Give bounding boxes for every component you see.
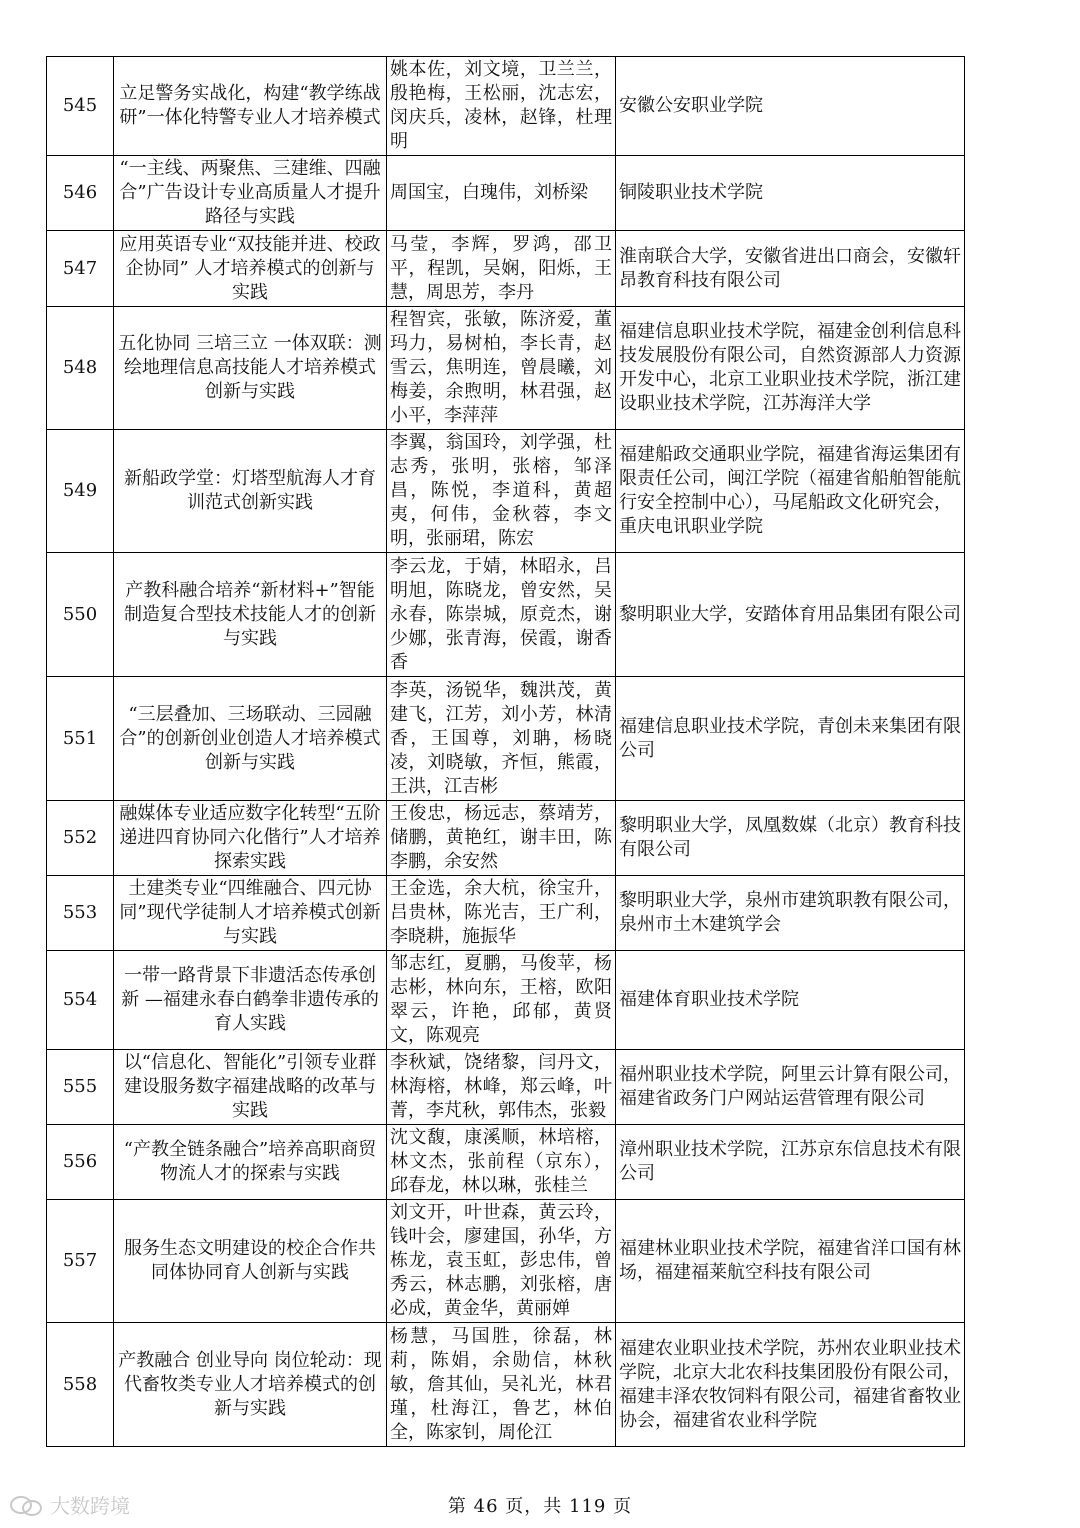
project-title: 应用英语专业“双技能并进、校政企协同” 人才培养模式的创新与实践 xyxy=(114,231,387,307)
row-number: 558 xyxy=(47,1323,114,1447)
watermark-text: 大数跨境 xyxy=(50,1494,130,1518)
team-members: 姚本佐，刘文境，卫兰兰，殷艳梅，王松丽，沈志宏，闵庆兵，凌林，赵锋，杜理明 xyxy=(387,57,616,156)
row-number: 555 xyxy=(47,1050,114,1125)
table-row xyxy=(47,1200,965,1323)
table-row xyxy=(47,1050,965,1125)
row-number: 548 xyxy=(47,307,114,430)
row-number: 553 xyxy=(47,876,114,951)
chat-bubbles-icon xyxy=(10,1494,44,1516)
institutions: 福建信息职业技术学院，福建金创利信息科技发展股份有限公司，自然资源部人力资源开发中心，北京工业职业技术学院，浙江建设职业技术学院，江苏海洋大学 xyxy=(616,307,965,430)
team-members: 邹志红，夏鹏，马俊苹，杨志彬，林向东，王榕，欧阳翠云，许艳，邱郁，黄贤文，陈观亮 xyxy=(387,951,616,1050)
institutions: 黎明职业大学，泉州市建筑职教有限公司，泉州市土木建筑学会 xyxy=(616,876,965,951)
project-title: 产教科融合培养“新材料+”智能制造复合型技术技能人才的创新与实践 xyxy=(114,553,387,677)
team-members: 李英，汤锐华，魏洪茂，黄建飞，江芳，刘小芳，林清香，王国尊，刘聃，杨晓凌，刘晓敏，齐恒，熊霞，王洪，江吉彬 xyxy=(387,677,616,801)
institutions: 安徽公安职业学院 xyxy=(616,57,965,156)
table-row xyxy=(47,307,965,430)
institutions: 福建体育职业技术学院 xyxy=(616,951,965,1050)
project-title: “三层叠加、三场联动、三园融合”的创新创业创造人才培养模式创新与实践 xyxy=(114,677,387,801)
team-members: 杨慧，马国胜，徐磊，林莉，陈娟，余勋信，林秋敏，詹其仙，吴礼光，林君瑾，杜海江，鲁艺，林伯全，陈家钊，周伦江 xyxy=(387,1323,616,1447)
table-row xyxy=(47,156,965,231)
team-members: 王金选，余大杭，徐宝升，吕贵林，陈光吉，王广利，李晓耕，施振华 xyxy=(387,876,616,951)
institutions: 福建船政交通职业学院，福建省海运集团有限责任公司，闽江学院（福建省船舶智能航行安全控制中心），马尾船政文化研究会，重庆电讯职业学院 xyxy=(616,430,965,553)
institutions: 黎明职业大学，凤凰数媒（北京）教育科技有限公司 xyxy=(616,801,965,876)
table-row xyxy=(47,1323,965,1447)
team-members: 沈文馥，康溪顺，林培榕，林文杰，张前程（京东），邱春龙，林以琳，张桂兰 xyxy=(387,1125,616,1200)
achievement-table xyxy=(46,56,965,1447)
institutions: 福建农业职业技术学院，苏州农业职业技术学院，北京大北农科技集团股份有限公司，福建丰泽农牧饲料有限公司，福建省畜牧业协会，福建省农业科学院 xyxy=(616,1323,965,1447)
institutions: 铜陵职业技术学院 xyxy=(616,156,965,231)
row-number: 551 xyxy=(47,677,114,801)
institutions: 福建林业职业技术学院，福建省洋口国有林场，福建福莱航空科技有限公司 xyxy=(616,1200,965,1323)
institutions: 福州职业技术学院，阿里云计算有限公司，福建省政务门户网站运营管理有限公司 xyxy=(616,1050,965,1125)
team-members: 李云龙，于婧，林昭永，吕明旭，陈晓龙，曾安然，吴永春，陈崇城，原竞杰，谢少娜，张青海，侯霞，谢香香 xyxy=(387,553,616,677)
team-members: 周国宝，白瑰伟，刘桥梁 xyxy=(387,156,616,231)
table-row xyxy=(47,553,965,677)
table-row xyxy=(47,1125,965,1200)
row-number: 554 xyxy=(47,951,114,1050)
row-number: 549 xyxy=(47,430,114,553)
table-row xyxy=(47,231,965,307)
table-row xyxy=(47,876,965,951)
institutions: 福建信息职业技术学院，青创未来集团有限公司 xyxy=(616,677,965,801)
project-title: “一主线、两聚焦、三建维、四融合”广告设计专业高质量人才提升路径与实践 xyxy=(114,156,387,231)
project-title: 土建类专业“四维融合、四元协同”现代学徒制人才培养模式创新与实践 xyxy=(114,876,387,951)
table-row xyxy=(47,430,965,553)
institutions: 黎明职业大学，安踏体育用品集团有限公司 xyxy=(616,553,965,677)
page-number: 第 46 页，共 119 页 xyxy=(447,1496,633,1517)
project-title: 新船政学堂：灯塔型航海人才育训范式创新实践 xyxy=(114,430,387,553)
team-members: 程智宾，张敏，陈济爱，董玛力，易树柏，李长青，赵雪云，焦明连，曾晨曦，刘梅姜，余煦明，林君强，赵小平，李萍萍 xyxy=(387,307,616,430)
row-number: 556 xyxy=(47,1125,114,1200)
team-members: 李秋斌，饶绪黎，闫丹文，林海榕，林峰，郑云峰，叶菁，李芃秋，郭伟杰，张毅 xyxy=(387,1050,616,1125)
project-title: 产教融合 创业导向 岗位轮动：现代畜牧类专业人才培养模式的创新与实践 xyxy=(114,1323,387,1447)
team-members: 马莹，李辉，罗鸿，邵卫平，程凯，吴娴，阳烁，王慧，周思芳，李丹 xyxy=(387,231,616,307)
project-title: 一带一路背景下非遗活态传承创新 —福建永春白鹤拳非遗传承的育人实践 xyxy=(114,951,387,1050)
project-title: 以“信息化、智能化”引领专业群建设服务数字福建战略的改革与实践 xyxy=(114,1050,387,1125)
institutions: 漳州职业技术学院，江苏京东信息技术有限公司 xyxy=(616,1125,965,1200)
team-members: 刘文开，叶世森，黄云玲，钱叶会，廖建国，孙华，方栋龙，袁玉虹，彭忠伟，曾秀云，林志鹏，刘张榕，唐必成，黄金华，黄丽婵 xyxy=(387,1200,616,1323)
table-row xyxy=(47,677,965,801)
project-title: 服务生态文明建设的校企合作共同体协同育人创新与实践 xyxy=(114,1200,387,1323)
table-row xyxy=(47,801,965,876)
row-number: 547 xyxy=(47,231,114,307)
row-number: 546 xyxy=(47,156,114,231)
row-number: 550 xyxy=(47,553,114,677)
watermark xyxy=(10,1490,130,1519)
row-number: 552 xyxy=(47,801,114,876)
institutions: 淮南联合大学，安徽省进出口商会，安徽轩昂教育科技有限公司 xyxy=(616,231,965,307)
team-members: 王俊忠，杨远志，蔡靖芳，储鹏，黄艳红，谢丰田，陈李鹏，余安然 xyxy=(387,801,616,876)
project-title: 五化协同 三培三立 一体双联：测绘地理信息高技能人才培养模式创新与实践 xyxy=(114,307,387,430)
table-row xyxy=(47,951,965,1050)
team-members: 李翼，翁国玲，刘学强，杜志秀，张明，张榕，邹泽昌，陈悦，李道科，黄超夷，何伟，金秋蓉，李文明，张丽珺，陈宏 xyxy=(387,430,616,553)
project-title: 融媒体专业适应数字化转型“五阶递进四育协同六化偕行”人才培养探索实践 xyxy=(114,801,387,876)
row-number: 557 xyxy=(47,1200,114,1323)
project-title: 立足警务实战化，构建“教学练战研”一体化特警专业人才培养模式 xyxy=(114,57,387,156)
row-number: 545 xyxy=(47,57,114,156)
project-title: “产教全链条融合”培养高职商贸物流人才的探索与实践 xyxy=(114,1125,387,1200)
table-row xyxy=(47,57,965,156)
